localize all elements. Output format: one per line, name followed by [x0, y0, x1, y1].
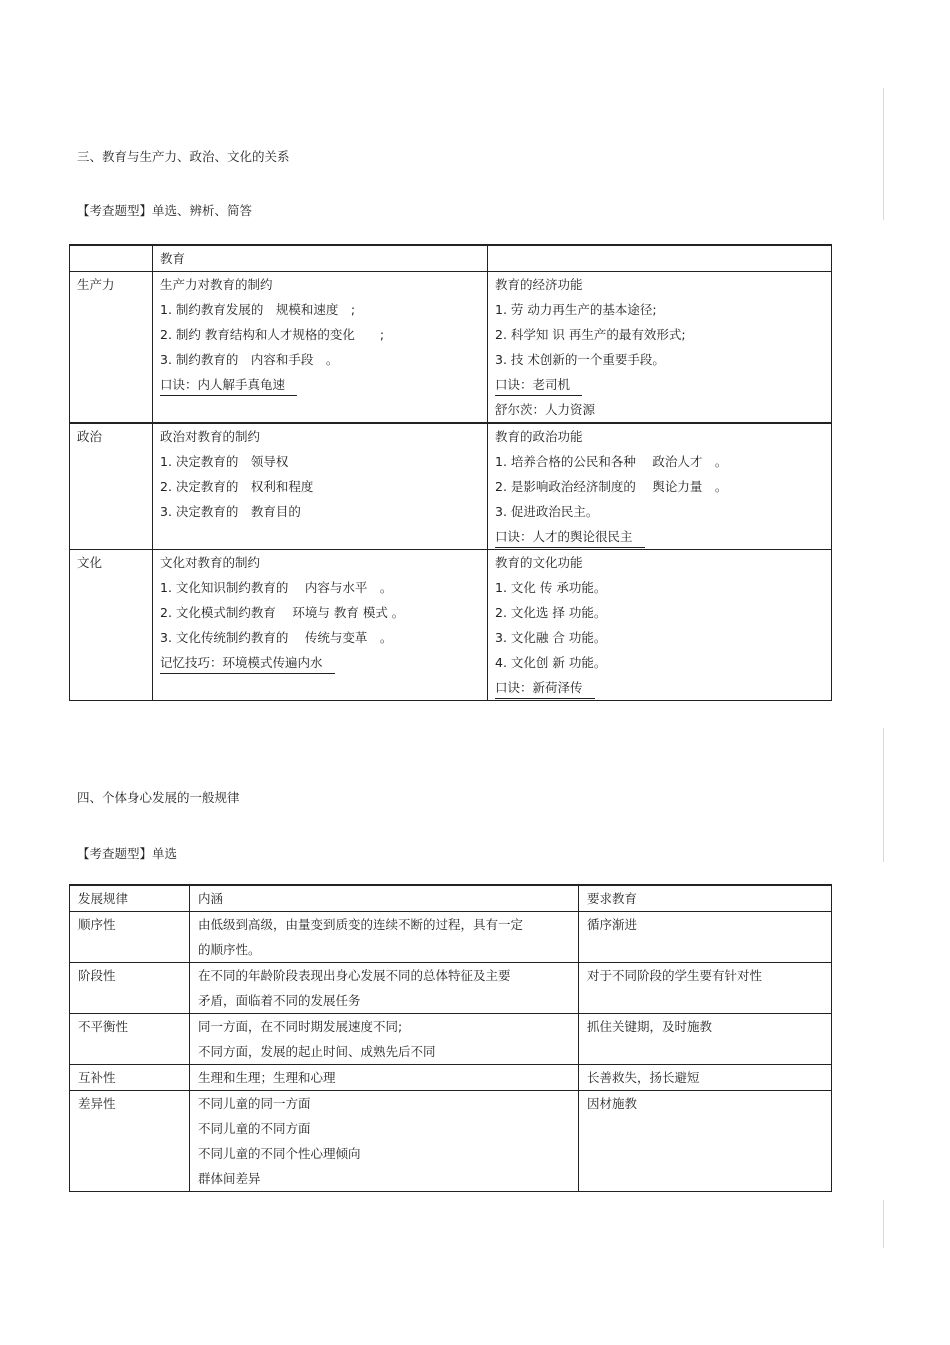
law-cell: 差异性 — [70, 1091, 190, 1192]
section3-exam-types: 【考查题型】单选、辨析、简答 — [77, 203, 253, 218]
education-cell: 循序渐进 — [579, 912, 832, 963]
education-relations-table — [69, 244, 832, 701]
law-cell: 阶段性 — [70, 963, 190, 1014]
education-cell: 抓住关键期，及时施教 — [579, 1014, 832, 1065]
section3-title: 三、教育与生产力、政治、文化的关系 — [77, 149, 290, 164]
mnemonic: 口诀：新荷泽传 — [495, 678, 595, 699]
development-laws-table — [69, 884, 832, 1192]
table-header-row — [70, 245, 832, 272]
header-cell-law: 发展规律 — [70, 885, 190, 912]
table-row — [70, 1091, 832, 1192]
constraint-cell: 政治对教育的制约 1. 决定教育的 领导权 2. 决定教育的 权利和程度 3. 决定教育的 教育目的 — [153, 423, 488, 550]
meaning-cell: 由低级到高级，由量变到质变的连续不断的过程，具有一定 的顺序性。 — [190, 912, 579, 963]
header-cell-empty — [70, 245, 153, 272]
mnemonic: 记忆技巧：环境模式传遍内水 — [160, 653, 335, 674]
row-label-productivity: 生产力 — [70, 272, 153, 424]
law-cell: 顺序性 — [70, 912, 190, 963]
function-cell: 教育的政治功能 1. 培养合格的公民和各种 政治人才 。 2. 是影响政治经济制度的 舆论力量 。 3. 促进政治民主。 口诀：人才的舆论很民主 — [488, 423, 832, 550]
function-cell: 教育的文化功能 1. 文化 传 承功能。 2. 文化选 择 功能。 3. 文化融 合 功能。 4. 文化创 新 功能。 口诀：新荷泽传 — [488, 550, 832, 701]
page-edge-line — [883, 88, 884, 220]
constraint-cell: 文化对教育的制约 1. 文化知识制约教育的 内容与水平 。 2. 文化模式制约教育 环境与 教育 模式 。 3. 文化传统制约教育的 传统与变革 。 记忆技巧：环境模式传遍内水 — [153, 550, 488, 701]
table-row — [70, 1014, 832, 1065]
row-label-culture: 文化 — [70, 550, 153, 701]
function-cell: 教育的经济功能 1. 劳 动力再生产的基本途径; 2. 科学知 识 再生产的最有效形式; 3. 技 术创新的一个重要手段。 口诀：老司机 舒尔茨：人力资源 — [488, 272, 832, 424]
mnemonic: 口诀：人才的舆论很民主 — [495, 527, 645, 548]
mnemonic: 口诀：老司机 — [495, 375, 582, 396]
law-cell: 不平衡性 — [70, 1014, 190, 1065]
table-row — [70, 423, 832, 550]
meaning-cell: 不同儿童的同一方面 不同儿童的不同方面 不同儿童的不同个性心理倾向 群体间差异 — [190, 1091, 579, 1192]
note: 舒尔茨：人力资源 — [495, 402, 596, 417]
header-cell-empty — [488, 245, 832, 272]
constraint-cell: 生产力对教育的制约 1. 制约教育发展的 规模和速度 ; 2. 制约 教育结构和人才规格的变化 ; 3. 制约教育的 内容和手段 。 口诀：内人解手真龟速 — [153, 272, 488, 424]
page-edge-line — [883, 728, 884, 862]
education-cell: 因材施教 — [579, 1091, 832, 1192]
table-row — [70, 963, 832, 1014]
education-cell: 对于不同阶段的学生要有针对性 — [579, 963, 832, 1014]
table-header-row — [70, 885, 832, 912]
education-cell: 长善救失，扬长避短 — [579, 1065, 832, 1091]
section4-title: 四、个体身心发展的一般规律 — [77, 790, 240, 805]
row-label-politics: 政治 — [70, 423, 153, 550]
table-row — [70, 272, 832, 424]
table-row — [70, 912, 832, 963]
mnemonic: 口诀：内人解手真龟速 — [160, 375, 297, 396]
meaning-cell: 生理和生理；生理和心理 — [190, 1065, 579, 1091]
page-edge-line — [883, 1200, 884, 1248]
header-cell-education: 教育 — [153, 245, 488, 272]
meaning-cell: 在不同的年龄阶段表现出身心发展不同的总体特征及主要 矛盾，面临着不同的发展任务 — [190, 963, 579, 1014]
header-cell-meaning: 内涵 — [190, 885, 579, 912]
law-cell: 互补性 — [70, 1065, 190, 1091]
meaning-cell: 同一方面，在不同时期发展速度不同; 不同方面，发展的起止时间、成熟先后不同 — [190, 1014, 579, 1065]
header-cell-education: 要求教育 — [579, 885, 832, 912]
section4-exam-types: 【考查题型】单选 — [77, 846, 178, 861]
table-row — [70, 1065, 832, 1091]
table-row — [70, 550, 832, 701]
